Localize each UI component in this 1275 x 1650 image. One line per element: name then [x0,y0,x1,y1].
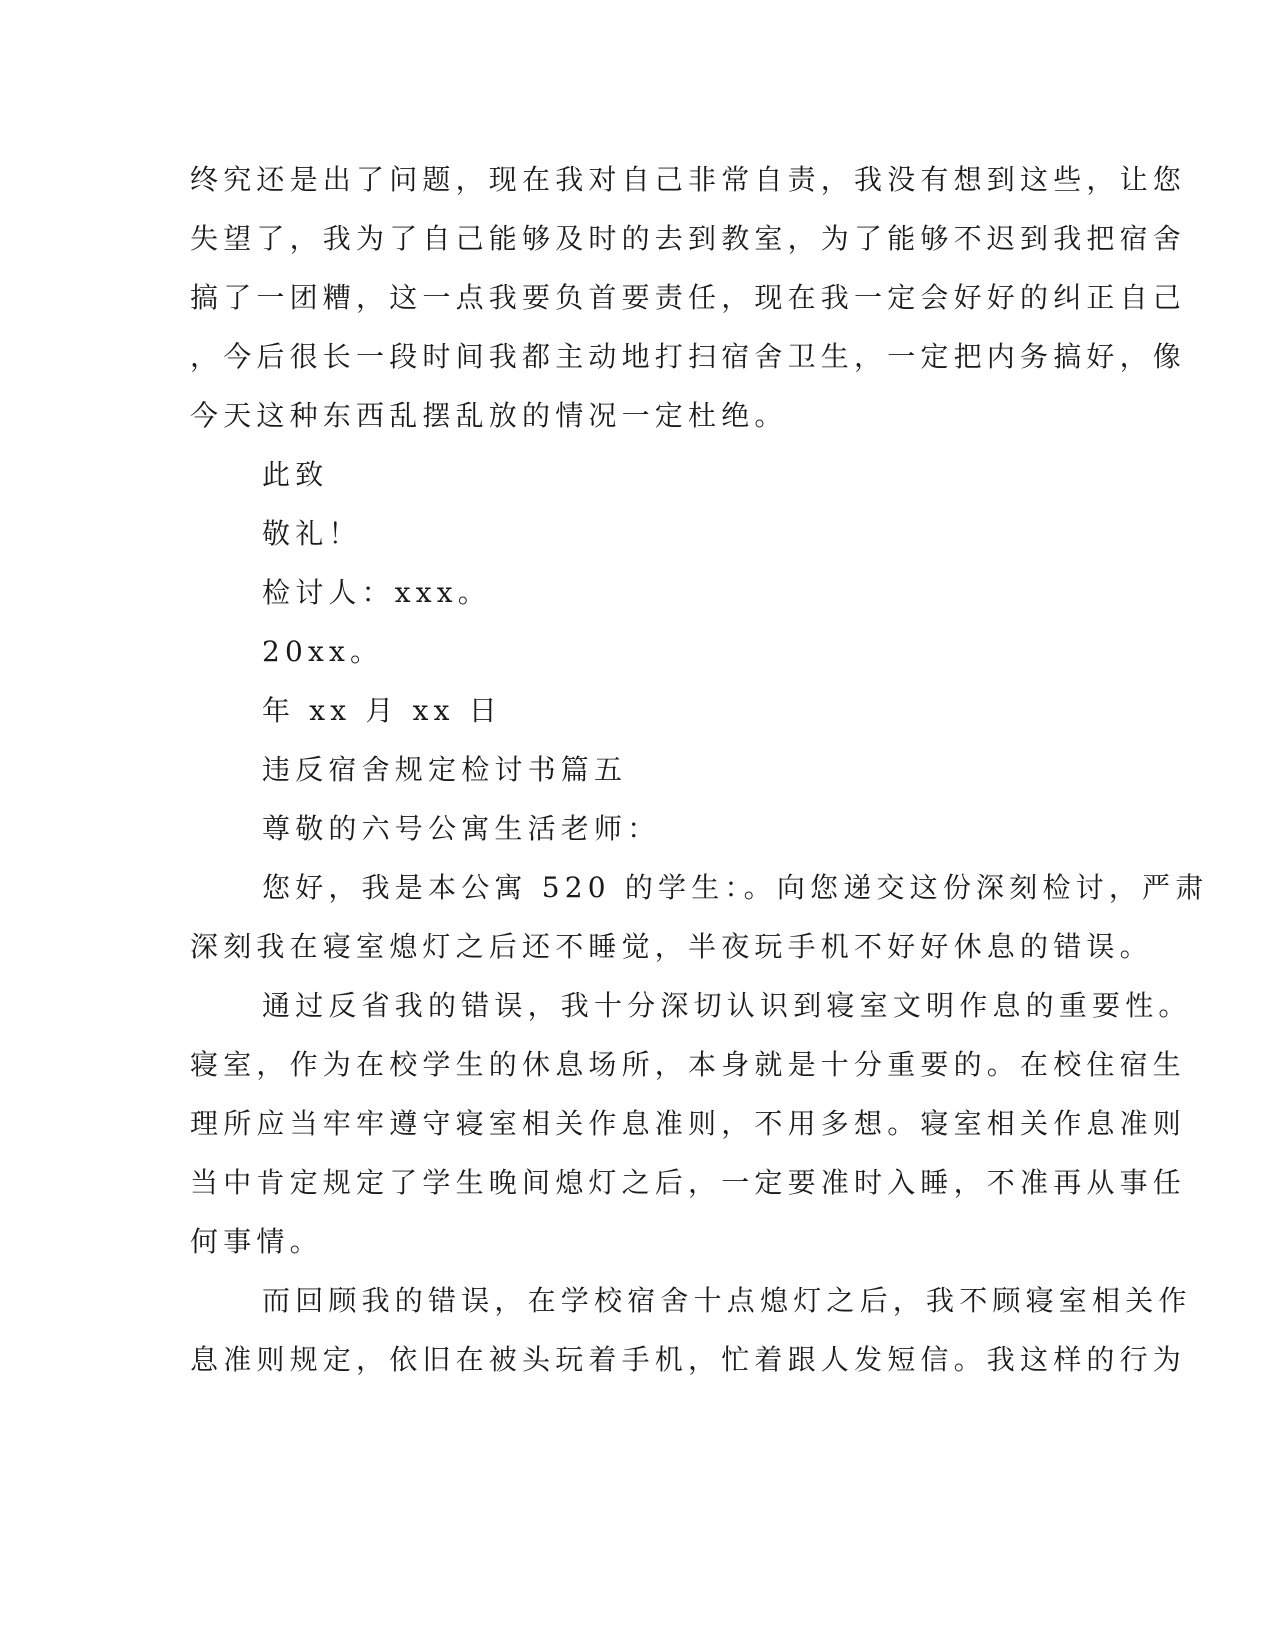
closing-regards: 敬礼！ [262,517,362,550]
section-title: 违反宿舍规定检讨书篇五 [262,753,628,786]
text-line: 当中肯定规定了学生晚间熄灯之后，一定要准时入睡，不准再从事任 [190,1166,1187,1199]
text-line: 通过反省我的错误，我十分深切认识到寝室文明作息的重要性。 [262,989,1192,1022]
closing-salutation: 此致 [262,458,329,491]
text-line: 搞了一团糟，这一点我要负首要责任，现在我一定会好好的纠正自己 [190,281,1187,314]
text-line: 失望了，我为了自己能够及时的去到教室，为了能够不迟到我把宿舍 [190,222,1187,255]
text-line: 深刻我在寝室熄灯之后还不睡觉，半夜玩手机不好好休息的错误。 [190,930,1153,963]
text-line: 息准则规定，依旧在被头玩着手机，忙着跟人发短信。我这样的行为 [190,1343,1187,1376]
text-line: 您好，我是本公寓 520 的学生：。向您递交这份深刻检讨，严肃 [262,871,1209,904]
date-year-line: 20xx。 [262,635,384,668]
text-line: 今天这种东西乱摆乱放的情况一定杜绝。 [190,399,788,432]
text-line: 何事情。 [190,1225,323,1258]
text-line: ，今后很长一段时间我都主动地打扫宿舍卫生，一定把内务搞好，像 [190,340,1187,373]
text-line: 理所应当牢牢遵守寝室相关作息准则，不用多想。寝室相关作息准则 [190,1107,1187,1140]
text-line: 而回顾我的错误，在学校宿舍十点熄灯之后，我不顾寝室相关作 [262,1284,1192,1317]
greeting-line: 尊敬的六号公寓生活老师： [262,812,661,845]
text-line: 寝室，作为在校学生的休息场所，本身就是十分重要的。在校住宿生 [190,1048,1187,1081]
date-line: 年 xx 月 xx 日 [262,694,502,727]
text-line: 终究还是出了问题，现在我对自己非常自责，我没有想到这些，让您 [190,163,1187,196]
signature-line: 检讨人：xxx。 [262,576,491,609]
